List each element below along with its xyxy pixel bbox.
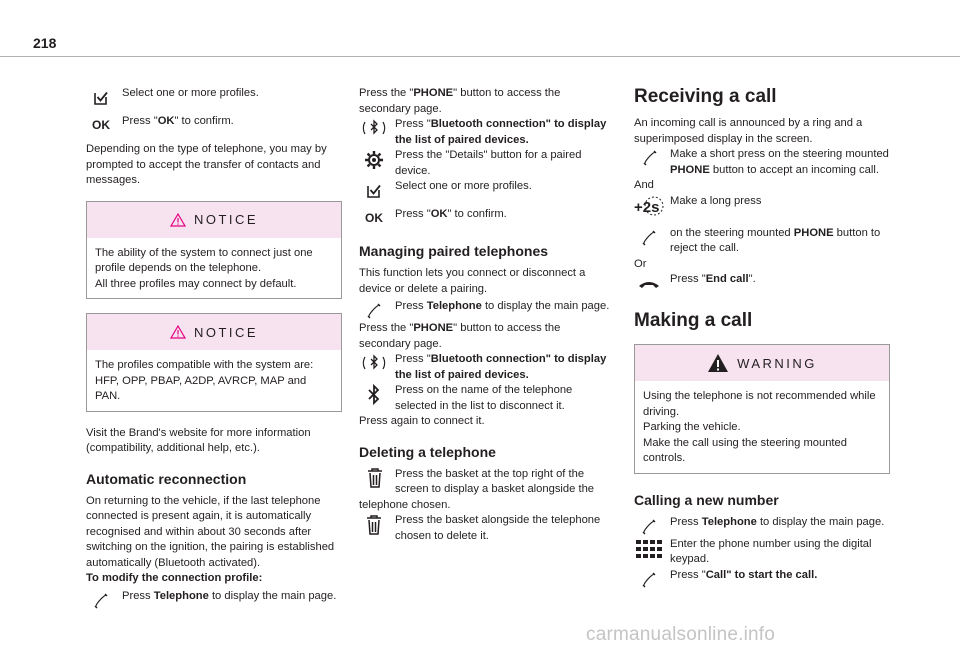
confirm-ok-step: OK Press "OK" to confirm. bbox=[86, 114, 342, 136]
bluetooth-connection-step: Press "Bluetooth connection" to display the list of paired devices. bbox=[359, 352, 615, 383]
heading-automatic-reconnection: Automatic reconnection bbox=[86, 470, 247, 487]
heading-receiving-call: Receiving a call bbox=[634, 86, 777, 107]
notice-triangle-icon bbox=[170, 325, 186, 339]
phone-handset-icon bbox=[634, 147, 666, 169]
and-label: And bbox=[634, 179, 654, 191]
or-label: Or bbox=[634, 257, 647, 270]
incoming-call-paragraph: An incoming call is announced by a ring and a superimposed display in the screen. bbox=[634, 117, 863, 145]
notice-triangle-icon bbox=[170, 213, 186, 227]
warning-text: Parking the vehicle. bbox=[643, 421, 741, 433]
phone-handset-icon bbox=[634, 516, 664, 538]
warning-triangle-icon bbox=[707, 353, 729, 373]
column-3 bbox=[634, 86, 890, 596]
warning-box bbox=[634, 344, 890, 474]
brand-website-paragraph: Visit the Brand's website for more information (compatibility, additional help, etc.). bbox=[86, 426, 311, 454]
bluetooth-icon bbox=[359, 384, 389, 406]
bluetooth-connection-step: Press "Bluetooth connection" to display the list of paired devices. bbox=[359, 117, 615, 148]
long-press-icon bbox=[634, 195, 664, 217]
notice-text: The profiles compatible with the system are: HFP, OPP, PBAP, A2DP, AVRCP, MAP and PAN. bbox=[95, 359, 314, 402]
keypad-step: Enter the phone number using the digital keypad. bbox=[634, 537, 890, 568]
managing-paragraph: This function lets you connect or disconnect a device or delete a pairing. bbox=[359, 267, 586, 295]
notice-box-1 bbox=[86, 201, 342, 300]
details-step: Press the "Details" button for a paired device. bbox=[359, 148, 615, 179]
basket-step: Press the basket at the top right of the screen to display a basket alongside the telephone chosen. bbox=[359, 467, 595, 511]
keypad-icon bbox=[634, 538, 664, 560]
svg-text:+2s: +2s bbox=[634, 198, 660, 216]
telephone-step: Press Telephone to display the main page. bbox=[634, 515, 890, 537]
bluetooth-waves-icon bbox=[359, 118, 389, 140]
notice-label: NOTICE bbox=[193, 324, 259, 340]
notice-box-2 bbox=[86, 313, 342, 412]
page-number: 218 bbox=[33, 35, 57, 51]
ok-icon: OK bbox=[92, 118, 110, 133]
warning-text: Using the telephone is not recommended while driving. bbox=[643, 390, 876, 418]
phone-handset-icon bbox=[634, 227, 664, 249]
warning-label: WARNING bbox=[737, 355, 817, 371]
modify-profile-label: To modify the connection profile: bbox=[86, 572, 263, 584]
checkbox-icon bbox=[86, 87, 116, 109]
heading-managing-paired: Managing paired telephones bbox=[359, 243, 549, 259]
phone-handset-icon bbox=[634, 569, 664, 591]
accept-call-step: Make a short press on the steering mounted PHONE button to accept an incoming call. bbox=[634, 147, 890, 178]
end-call-icon bbox=[634, 273, 664, 295]
phone-button-paragraph: Press the "PHONE" button to access the secondary page. bbox=[359, 87, 561, 115]
notice-label: NOTICE bbox=[193, 212, 259, 227]
call-step: Press "Call" to start the call. bbox=[634, 568, 890, 590]
reject-call-step: on the steering mounted PHONE button to reject the call. bbox=[634, 226, 890, 257]
notice-text: All three profiles may connect by default. bbox=[95, 277, 297, 290]
column-1 bbox=[86, 86, 342, 617]
header-divider bbox=[0, 56, 960, 57]
warning-text: Make the call using the steering mounted controls. bbox=[643, 436, 847, 464]
telephone-step: Press Telephone to display the main page. bbox=[86, 589, 342, 611]
heading-deleting: Deleting a telephone bbox=[359, 443, 496, 460]
phone-handset-icon bbox=[86, 590, 116, 612]
phone-handset-icon bbox=[359, 300, 389, 322]
select-profiles-step: Select one or more profiles. bbox=[86, 86, 342, 108]
trash-icon bbox=[359, 514, 389, 536]
phone-button-paragraph: Press the "PHONE" button to access the secondary page. bbox=[359, 322, 561, 350]
bluetooth-waves-icon bbox=[359, 353, 389, 375]
gear-icon bbox=[359, 149, 389, 171]
checkbox-icon bbox=[359, 180, 389, 202]
reconnect-paragraph: Press again to connect it. bbox=[359, 415, 485, 427]
auto-reconnect-paragraph: On returning to the vehicle, if the last telephone connected is present again, it is automatically recognised and within about 30 seconds after switching on the ignition, the pairing is established automatically (Bluetooth activated). bbox=[86, 494, 335, 569]
end-call-step: Press "End call". bbox=[634, 272, 890, 294]
column-2 bbox=[359, 86, 615, 550]
telephone-step: Press Telephone to display the main page. bbox=[359, 299, 615, 321]
watermark: carmanualsonline.info bbox=[586, 624, 776, 645]
notice-text: The ability of the system to connect just one profile depends on the telephone. bbox=[95, 246, 313, 274]
confirm-ok-step: OK Press "OK" to confirm. bbox=[359, 207, 615, 229]
ok-icon: OK bbox=[365, 211, 383, 226]
contacts-transfer-paragraph: Depending on the type of telephone, you may by prompted to accept the transfer of contacts and messages. bbox=[86, 143, 327, 186]
select-profiles-step: Select one or more profiles. bbox=[359, 179, 615, 201]
heading-calling-new-number: Calling a new number bbox=[634, 491, 779, 508]
heading-making-call: Making a call bbox=[634, 310, 753, 331]
long-press-step: +2s Make a long press bbox=[634, 194, 762, 216]
basket-delete-step: Press the basket alongside the telephone chosen to delete it. bbox=[359, 513, 615, 544]
disconnect-step: Press on the name of the telephone selected in the list to disconnect it. bbox=[359, 383, 615, 414]
trash-icon bbox=[359, 467, 391, 489]
